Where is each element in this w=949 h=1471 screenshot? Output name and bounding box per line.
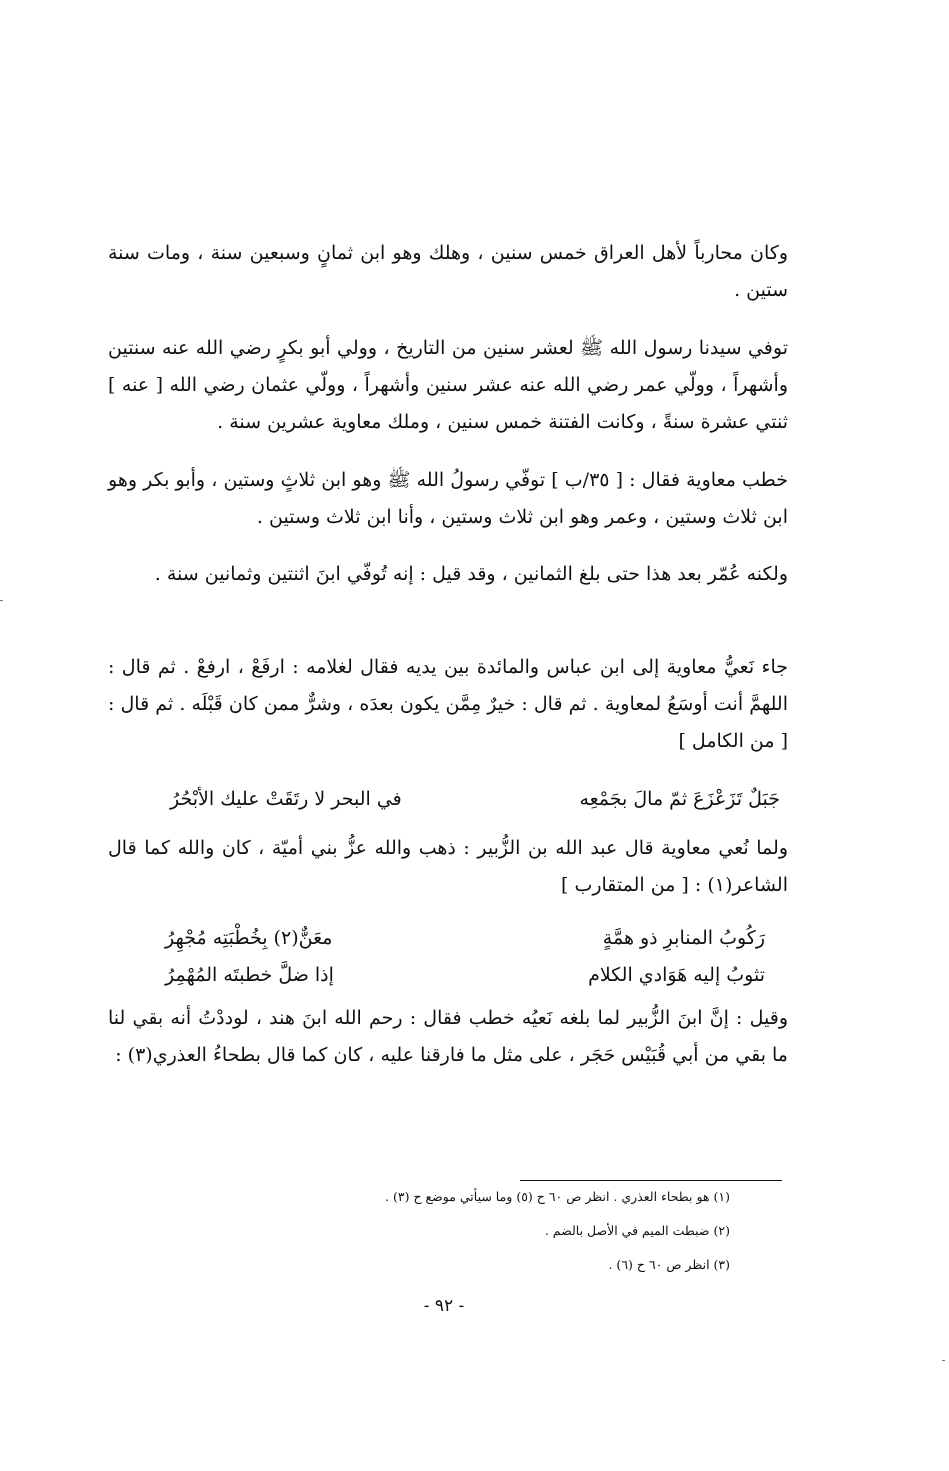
footnote-1: (١) هو بطحاء العذري . انظر ص ٦٠ ح (٥) وما سيأتي موضع ح (٣) . [385,1189,730,1204]
verse-mutaqarib-line-2 [165,957,765,994]
paragraph-ibn-zubayr: ولما نُعي معاوية قال عبد الله بن الزُّبير : ذهب والله عزُّ بني أميّة ، كان والله كما قال الشاعر(١) : [ من المتقارب ] [108,837,788,896]
footnote-3: (٣) انظر ص ٦٠ ح (٦) . [608,1257,730,1272]
paragraph-muawiya-age: ولكنه عُمّر بعد هذا حتى بلغ الثمانين ، وقد قيل : إنه تُوفّي ابنَ اثنتين وثمانين سنة . [154,563,788,585]
paragraph-ibn-abbas: جاء نَعيُّ معاوية إلى ابن عباس والمائدة بين يديه فقال لغلامه : ارفَعْ ، ارفعْ . ثم قال : اللهمَّ أنت أوسَعُ لمعاوية . ثم قال : خيرٌ مِمَّن يكون بعدَه ، وشرٌّ ممن كان قَبْلَه . ثم قال : [ من الكامل ] [108,656,788,752]
paragraph-muawiya-war: وكان محارباً لأهل العراق خمس سنين ، وهلك وهو ابن ثمانٍ وسبعين سنة ، ومات سنة ستين . [108,242,788,301]
verse-hemistich-second: إذا ضلَّ خطبتَه المُهْمِرُ [165,964,334,986]
footnote-2: (٢) ضبطت الميم في الأصل بالضم . [544,1223,730,1238]
verse-hemistich-first: جَبَلٌ تَزَعْزَعَ ثمّ مالَ بجَمْعِه [579,788,780,810]
scan-edge-mark [0,600,3,601]
verse-kamil [170,781,780,818]
footnote-separator [520,1180,782,1181]
paragraph-muawiya-sermon: خطب معاوية فقال : [ ٣٥/ب ] توفّي رسولُ الله ﷺ وهو ابن ثلاثٍ وستين ، وأبو بكر وهو ابن ثلاث وستين ، وعمر وهو ابن ثلاث وستين ، وأنا ابن ثلاث وستين . [108,469,788,528]
scan-edge-mark [942,1360,945,1361]
page-number: - ٩٢ - [423,1296,465,1316]
verse-hemistich-first: تثوبُ إليه هَوَادي الكلام [588,964,765,986]
paragraph-caliphs-reigns: توفي سيدنا رسول الله ﷺ لعشر سنين من التاريخ ، وولي أبو بكرٍ رضي الله عنه سنتين وأشهراً ، وولّي عمر رضي الله عنه عشر سنين وأشهراً ، وولّي عثمان رضي الله [ عنه ] ثنتي عشرة سنةً ، وكانت الفتنة خمس سنين ، وملك معاوية عشرين سنة . [108,337,788,433]
verse-hemistich-second: في البحر لا رتَقَتْ عليك الأبْحُرُ [170,788,402,810]
verse-hemistich-second: معَنٌّ(٢) بِخُطْبَتِه مُجْهِرُ [165,927,333,949]
verse-hemistich-first: رَكُوبُ المنابرِ ذو همَّةٍ [602,927,765,949]
paragraph-ibn-zubayr-sermon: وقيل : إنَّ ابنَ الزُّبير لما بلغه نَعيُه خطب فقال : رحم الله ابنَ هند ، لوددْتُ أنه بقي لنا ما بقي من أبي قُبَيْس حَجَر ، على مثل ما فارقنا عليه ، كان كما قال بطحاءُ العذري(٣) : [108,1007,788,1066]
verse-mutaqarib-line-1 [165,920,765,957]
